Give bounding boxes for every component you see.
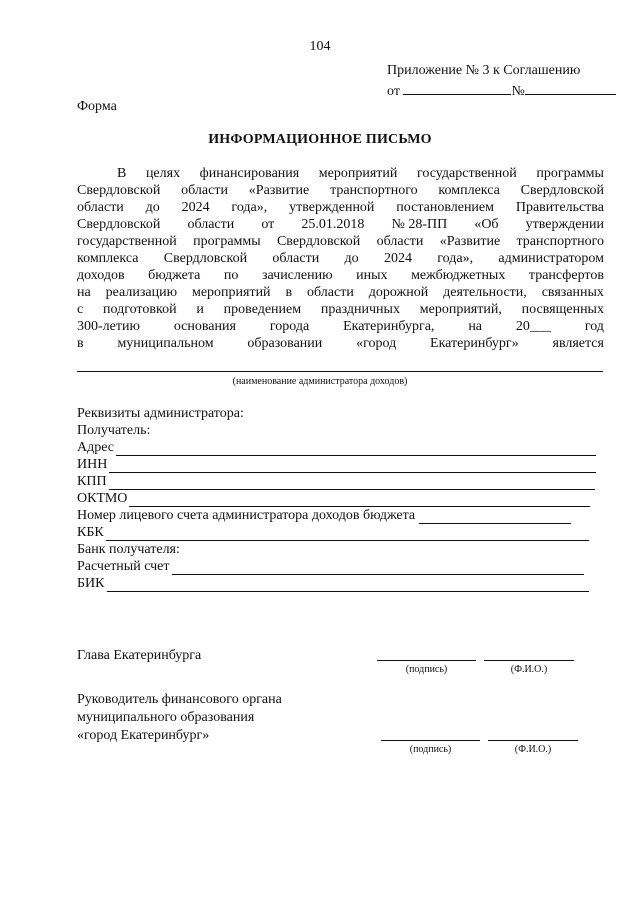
body-line bbox=[77, 251, 604, 267]
page-number: 104 bbox=[309, 39, 331, 54]
appendix-title: Приложение № 3 к Соглашению bbox=[387, 63, 581, 78]
body-word: иных bbox=[356, 268, 388, 283]
finance-head-title-line2: муниципального образования bbox=[77, 710, 255, 725]
body-word: деятельности, bbox=[443, 285, 527, 300]
finance-head-title-line3: «город Екатеринбург» bbox=[77, 728, 210, 743]
account-blank[interactable] bbox=[419, 510, 571, 524]
admin-name-caption: (наименование администратора доходов) bbox=[232, 376, 408, 387]
address-blank[interactable] bbox=[116, 442, 596, 456]
settlement-field bbox=[77, 559, 584, 575]
body-line bbox=[77, 319, 604, 335]
document-title: ИНФОРМАЦИОННОЕ ПИСЬМО bbox=[208, 132, 432, 147]
body-word: по bbox=[223, 268, 239, 283]
body-line bbox=[77, 302, 604, 318]
body-word: Екатеринбург» bbox=[430, 336, 519, 351]
body-word: посвященных bbox=[521, 302, 604, 317]
body-line bbox=[77, 200, 604, 216]
body-word: муниципальном bbox=[117, 336, 214, 351]
body-word: комплекса bbox=[438, 183, 500, 198]
body-word: администратором bbox=[498, 251, 604, 266]
recipient-label: Получатель: bbox=[77, 423, 151, 438]
body-word: года», bbox=[437, 251, 474, 266]
appendix-date-number bbox=[387, 81, 616, 100]
form-label: Форма bbox=[77, 99, 117, 114]
kbk-blank[interactable] bbox=[106, 527, 589, 541]
body-word: в bbox=[77, 336, 84, 351]
body-word: области bbox=[187, 217, 235, 232]
kbk-field bbox=[77, 525, 589, 541]
appendix-date-blank[interactable] bbox=[403, 81, 511, 95]
body-word: праздничных bbox=[320, 302, 400, 317]
body-word: 20___ bbox=[515, 319, 551, 334]
body-word: трансфертов bbox=[528, 268, 604, 283]
head-name-caption: (Ф.И.О.) bbox=[510, 664, 548, 675]
body-word: «город bbox=[356, 336, 397, 351]
body-word: «Об bbox=[474, 217, 499, 232]
head-signature-caption: (подпись) bbox=[405, 664, 448, 675]
body-word: Свердловской bbox=[163, 251, 248, 266]
body-word: доходов bbox=[77, 268, 125, 283]
body-word: утверждении bbox=[525, 217, 604, 232]
body-word: утвержденной bbox=[289, 200, 375, 215]
finance-signature-line[interactable] bbox=[381, 740, 480, 741]
requisites-heading: Реквизиты администратора: bbox=[77, 406, 244, 421]
body-word: года», bbox=[231, 200, 268, 215]
bik-field bbox=[77, 576, 589, 592]
appendix-from-label: от bbox=[387, 84, 400, 99]
body-word: мероприятий, bbox=[419, 302, 502, 317]
head-name-line[interactable] bbox=[484, 660, 574, 661]
body-word: год bbox=[584, 319, 604, 334]
body-word: 300-летию bbox=[77, 319, 140, 334]
body-word: города bbox=[269, 319, 310, 334]
body-word: мероприятий bbox=[318, 166, 398, 181]
account-field bbox=[77, 508, 571, 524]
inn-field bbox=[77, 457, 596, 473]
body-word: области bbox=[181, 183, 228, 198]
body-word: области bbox=[376, 234, 424, 249]
body-word: в bbox=[285, 285, 293, 300]
body-word: бюджета bbox=[148, 268, 201, 283]
body-line bbox=[77, 234, 604, 250]
body-word: программы bbox=[193, 234, 261, 249]
body-word: 2024 bbox=[383, 251, 412, 266]
kpp-blank[interactable] bbox=[109, 476, 595, 490]
body-word: «Развитие bbox=[439, 234, 501, 249]
bank-label: Банк получателя: bbox=[77, 542, 180, 557]
bik-label: БИК bbox=[77, 576, 105, 591]
oktmo-label: ОКТМО bbox=[77, 491, 128, 506]
body-word: Правительства bbox=[515, 200, 604, 215]
body-word: межбюджетных bbox=[411, 268, 506, 283]
body-word: мероприятий bbox=[191, 285, 271, 300]
settlement-blank[interactable] bbox=[172, 561, 584, 575]
body-word: финансирования bbox=[199, 166, 300, 181]
body-word: транспортного bbox=[516, 234, 604, 249]
body-word: на bbox=[468, 319, 483, 334]
body-word: государственной bbox=[417, 166, 517, 181]
body-word: реализацию bbox=[105, 285, 178, 300]
body-word: Свердловской bbox=[276, 234, 361, 249]
appendix-number-blank[interactable] bbox=[525, 81, 616, 95]
kpp-label: КПП bbox=[77, 474, 107, 489]
finance-head-title-line1: Руководитель финансового органа bbox=[77, 692, 282, 707]
inn-label: ИНН bbox=[77, 457, 108, 472]
body-word: проведением bbox=[223, 302, 302, 317]
body-line bbox=[77, 336, 604, 352]
finance-name-caption: (Ф.И.О.) bbox=[514, 744, 552, 755]
body-word: В bbox=[117, 166, 127, 181]
body-word: образовании bbox=[247, 336, 323, 351]
oktmo-blank[interactable] bbox=[129, 493, 590, 507]
kbk-label: КБК bbox=[77, 525, 104, 540]
body-word: «Развитие bbox=[248, 183, 310, 198]
finance-signature-caption: (подпись) bbox=[409, 744, 452, 755]
body-word: дорожной bbox=[368, 285, 429, 300]
body-word: с bbox=[77, 302, 84, 317]
address-field bbox=[77, 440, 596, 456]
body-word: программы bbox=[536, 166, 604, 181]
body-word: постановлением bbox=[396, 200, 494, 215]
body-word: до bbox=[145, 200, 160, 215]
body-line bbox=[77, 268, 604, 284]
body-word: области bbox=[77, 200, 124, 215]
body-word: целях bbox=[145, 166, 181, 181]
account-label: Номер лицевого счета администратора доходов бюджета bbox=[77, 508, 416, 523]
inn-blank[interactable] bbox=[109, 459, 596, 473]
body-word: зачислению bbox=[261, 268, 333, 283]
body-word: Екатеринбурга, bbox=[343, 319, 435, 334]
body-word: от bbox=[261, 217, 275, 232]
bik-blank[interactable] bbox=[107, 578, 589, 592]
head-title: Глава Екатеринбурга bbox=[77, 648, 202, 663]
address-label: Адрес bbox=[77, 440, 115, 455]
body-word: основания bbox=[173, 319, 236, 334]
body-line bbox=[117, 166, 604, 182]
oktmo-field bbox=[77, 491, 590, 507]
body-word: на bbox=[77, 285, 91, 300]
kpp-field bbox=[77, 474, 595, 490]
body-word: является bbox=[552, 336, 604, 351]
body-line bbox=[77, 183, 604, 199]
body-word: подготовкой bbox=[103, 302, 177, 317]
body-word: области bbox=[307, 285, 354, 300]
body-line bbox=[77, 285, 604, 301]
body-word: 2024 bbox=[181, 200, 210, 215]
settlement-label: Расчетный счет bbox=[77, 559, 170, 574]
body-word: транспортного bbox=[330, 183, 418, 198]
admin-name-line[interactable] bbox=[77, 371, 603, 372]
head-signature-line[interactable] bbox=[377, 660, 476, 661]
finance-name-line[interactable] bbox=[488, 740, 578, 741]
body-word: и bbox=[196, 302, 204, 317]
body-word: области bbox=[272, 251, 320, 266]
body-word: до bbox=[344, 251, 359, 266]
body-word: Свердловской bbox=[77, 183, 161, 198]
appendix-number-label: № bbox=[511, 84, 525, 99]
body-word: Свердловской bbox=[520, 183, 604, 198]
body-word: Свердловской bbox=[77, 217, 161, 232]
body-word: 25.01.2018 bbox=[301, 217, 365, 232]
body-word: № 28-ПП bbox=[391, 217, 448, 232]
body-word: комплекса bbox=[77, 251, 139, 266]
body-word: связанных bbox=[541, 285, 604, 300]
body-line bbox=[77, 217, 604, 233]
body-word: государственной bbox=[77, 234, 177, 249]
